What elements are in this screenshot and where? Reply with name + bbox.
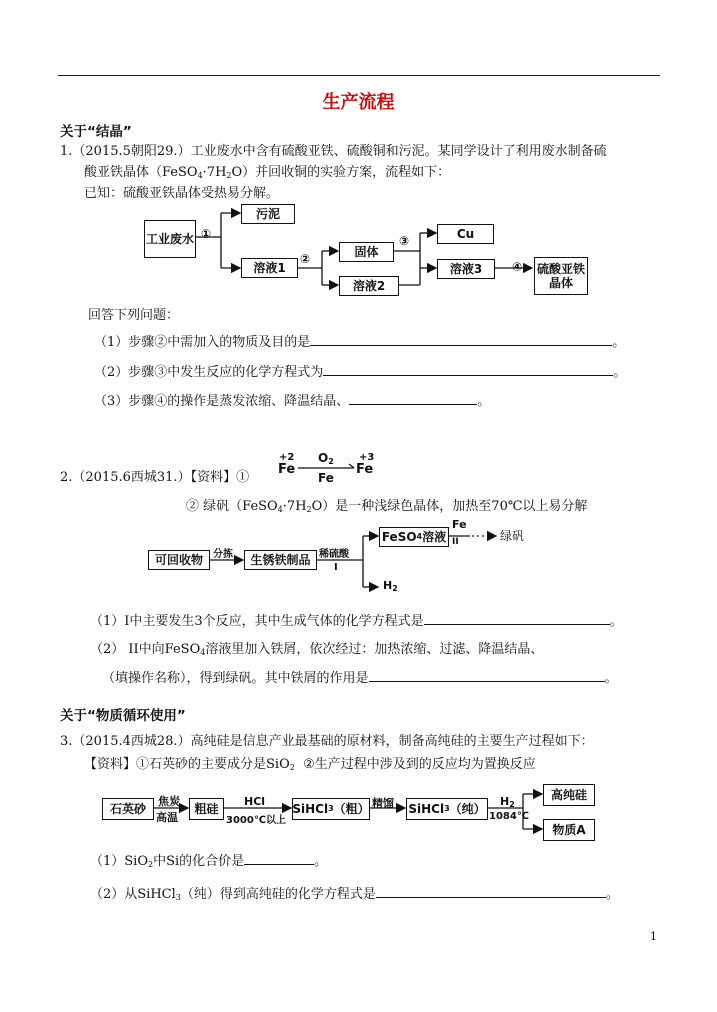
q1-line1: 1.（2015.5朝阳29.）工业废水中含有硫酸亚铁、硫酸铜和污泥。某同学设计了利用废水制备硫 xyxy=(60,144,607,159)
flow3-temp1: 3000℃以上 xyxy=(226,815,286,826)
flow1-solution2: 溶液2 xyxy=(339,276,399,296)
flow2-green-vitriol: 绿矾 xyxy=(500,529,525,543)
flow1-solution3: 溶液3 xyxy=(437,259,495,279)
q2-fe-left: Fe xyxy=(278,462,296,477)
page-number: 1 xyxy=(650,930,657,943)
flow1-wastewater: 工业废水 xyxy=(144,220,196,258)
flow3-hcl: HCl xyxy=(244,795,266,808)
q1-sub3: （3）步骤④的操作是蒸发浓缩、降温结晶、 。 xyxy=(94,394,491,409)
flow2-sort-label: 分拣 xyxy=(213,549,233,560)
q1-answer-intro: 回答下列问题： xyxy=(88,308,180,323)
flow1-step3: ③ xyxy=(399,234,410,248)
q2-fe-right: Fe xyxy=(356,462,374,477)
q3-line2: 【资料】①石英砂的主要成分是SiO$_2$ ②生产过程中涉及到的反应均为置换反应 xyxy=(84,757,536,772)
answer-blank[interactable] xyxy=(244,852,314,865)
q2-sub2: （2） II中向FeSO$_4$溶液里加入铁屑，依次经过：加热浓缩、过滤、降温结晶、 xyxy=(90,642,544,657)
flow3-sihcl3-crude: SiHCl 3 （粗） xyxy=(292,798,370,820)
flow1-product: 硫酸亚铁晶体 xyxy=(534,257,588,295)
q1-known: 已知：硫酸亚铁晶体受热易分解。 xyxy=(84,186,280,201)
flow3-temp2: 1084℃ xyxy=(489,811,529,822)
q3-line1: 3.（2015.4西城28.）高纯硅是信息产业最基础的原材料，制备高纯硅的主要生产过程如下： xyxy=(60,734,594,749)
q2-fe-under: Fe xyxy=(318,471,334,485)
flow2-fe-label: Fe xyxy=(452,518,467,531)
q1-sub1: （1）步骤②中需加入的物质及目的是 。 xyxy=(94,335,626,350)
flow2-h2: $H_2$ xyxy=(383,579,398,593)
flow2-feso4-solution: FeSO 4 溶液 xyxy=(379,527,449,547)
section-heading-crystallization: 关于“结晶” xyxy=(60,124,132,140)
flow3-distill: 精馏 xyxy=(372,797,394,810)
flow2-step1: I xyxy=(334,562,338,573)
flow1-step2: ② xyxy=(300,252,311,266)
flow2-step2: II xyxy=(452,537,459,547)
q2-sub2-cont: （填操作名称），得到绿矾。其中铁屑的作用是 。 xyxy=(102,671,618,686)
q2-fe2-valence: +2 xyxy=(279,452,295,463)
q2-o2: $O_2$ xyxy=(318,451,334,466)
flow3-quartz: 石英砂 xyxy=(102,798,154,820)
q2-line1: 2.（2015.6西城31.）【资料】① xyxy=(60,470,250,485)
page-title: 生产流程 xyxy=(322,92,395,113)
q1-sub2: （2）步骤③中发生反应的化学方程式为 。 xyxy=(94,365,627,380)
section-heading-recycling: 关于“物质循环使用” xyxy=(60,708,186,724)
q2-fe3-valence: +3 xyxy=(359,452,375,463)
flow1-solution1: 溶液1 xyxy=(241,258,298,278)
flow2-rusty-iron: 生锈铁制品 xyxy=(244,550,317,570)
flow1-cu: Cu xyxy=(437,224,494,244)
q3-sub1: （1）SiO$_2$中Si的化合价是 。 xyxy=(90,854,328,869)
q2-line2: ② 绿矾$(FeSO_4\cdot 7H_2O)$是一种浅绿色晶体，加热至70℃以上易分解 xyxy=(186,499,588,514)
flow3-h2: $H_2$ xyxy=(500,795,515,809)
q3-sub2: （2）从SiHCl$_3$（纯）得到高纯硅的化学方程式是 。 xyxy=(90,887,619,902)
flow3-crude-si: 粗硅 xyxy=(189,798,224,820)
flow1-sludge: 污泥 xyxy=(241,204,295,224)
flow2-recyclable: 可回收物 xyxy=(148,550,210,570)
q2-sub1: （1）I中主要发生3个反应，其中生成气体的化学方程式是 。 xyxy=(90,614,623,629)
flow3-high-temp: 高温 xyxy=(156,811,178,824)
answer-blank[interactable] xyxy=(376,885,606,898)
flow1-step4: ④ xyxy=(512,260,523,274)
flow3-substance-a: 物质A xyxy=(543,819,595,841)
flow3-sihcl3-pure: SiHCl 3 （纯） xyxy=(406,798,488,820)
flow1-solid: 固体 xyxy=(339,242,394,262)
flow2-acid-label: 稀硫酸 xyxy=(319,549,349,560)
q1-line2: 酸亚铁晶体$(FeSO_4\cdot 7H_2O)$并回收铜的实验方案，流程如下： xyxy=(84,165,451,180)
flow3-pure-si: 高纯硅 xyxy=(543,784,595,806)
flow3-coke: 焦炭 xyxy=(158,795,180,808)
flow1-step1: ① xyxy=(201,227,212,241)
